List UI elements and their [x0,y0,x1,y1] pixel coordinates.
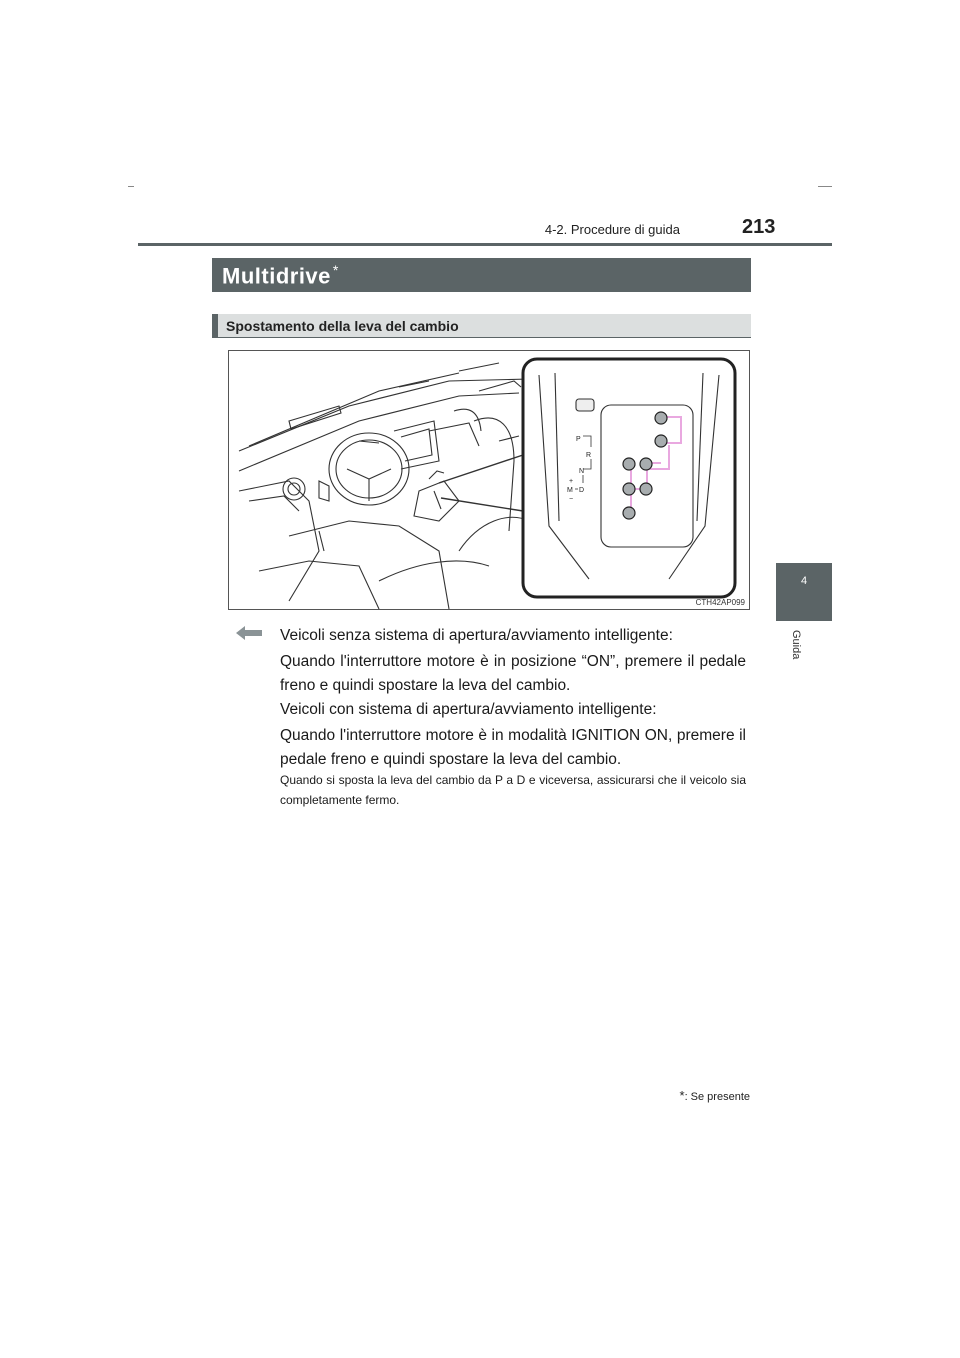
subsection-bar [212,314,751,338]
caution-note: Quando si sposta la leva del cambio da P a D e viceversa, assicurarsi che il veicolo sia completamente fermo. [280,773,746,807]
shift-label-minus: − [569,496,574,503]
chapter-tab [776,563,832,621]
header-rule [138,243,832,246]
body-paragraph-2: Quando l'interruttore motore è in posizione “ON”, premere il pedale freno e quindi spostare la leva del cambio. [280,653,746,694]
arrow-left-icon [236,626,262,640]
optional-star-icon: * [332,262,339,278]
shift-label-r: R [586,452,592,459]
footnote-text: : Se presente [684,1091,750,1103]
cabin-drawing [229,351,749,609]
shift-label-m: M [567,487,573,494]
body-paragraph-3: Veicoli con sistema di apertura/avviamento intelligente: [280,701,657,718]
chapter-number: 4 [800,575,808,587]
shift-label-n: N [579,468,585,475]
footnote-star-icon: * [679,1088,685,1103]
shift-label-p: P [576,436,581,443]
shift-lever-illustration [228,350,750,610]
shift-label-d: D [579,487,585,494]
section-title-text: Multidrive [222,263,331,289]
subsection-title: Spostamento della leva del cambio [226,318,459,334]
body-paragraph-4: Quando l'interruttore motore è in modalità IGNITION ON, premere il pedale freno e quindi spostare la leva del cambio. [280,727,746,768]
crop-mark-right [818,186,832,187]
body-paragraph-1: Veicoli senza sistema di apertura/avviamento intelligente: [280,627,673,644]
section-title-bar [212,258,751,292]
shift-label-plus: + [569,478,574,485]
footnote [680,1088,751,1103]
section-header: 4-2. Procedure di guida [544,222,680,237]
section-title [222,262,339,289]
page-number: 213 [742,216,776,238]
crop-mark-left [128,186,134,187]
chapter-label: Guida [790,630,802,660]
figure-code: CTH42AP099 [695,598,745,607]
